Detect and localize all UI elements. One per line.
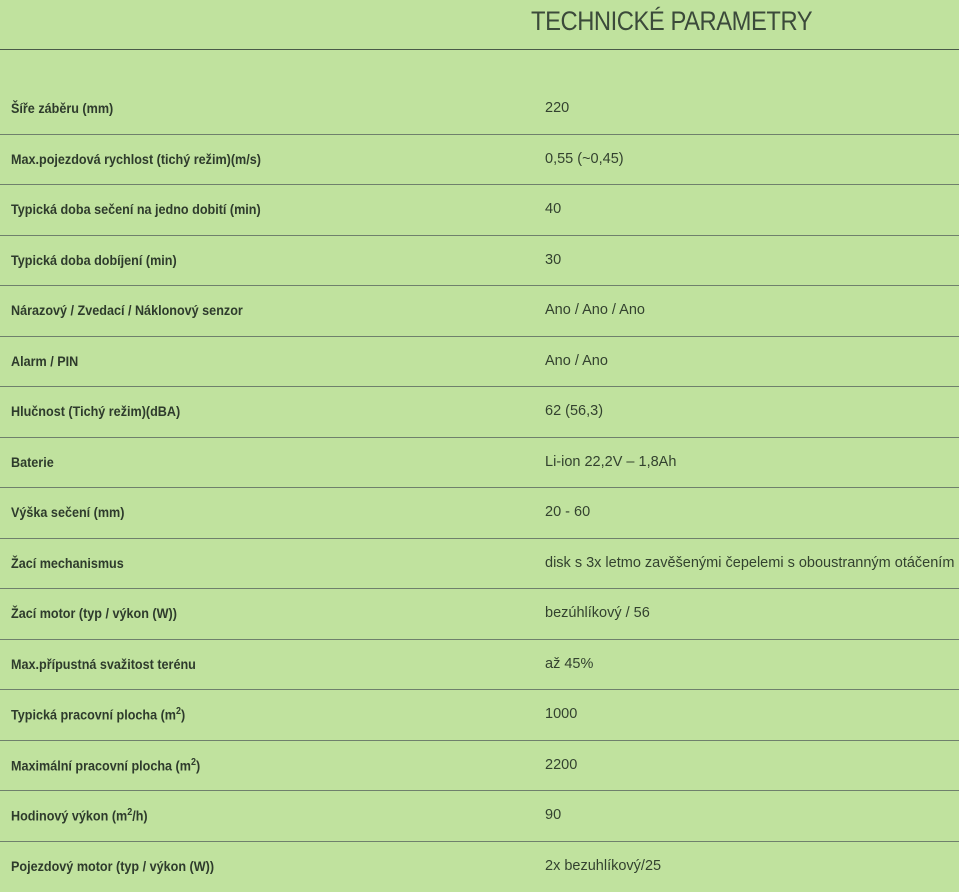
table-row <box>0 84 959 135</box>
param-label-suffix: ) <box>181 707 185 723</box>
param-value: 220 <box>545 100 569 116</box>
param-value: 2200 <box>545 757 577 773</box>
param-label: Pojezdový motor (typ / výkon (W)) <box>11 858 214 874</box>
param-label: Žací motor (typ / výkon (W)) <box>11 605 177 621</box>
param-label-suffix: /h) <box>132 808 147 824</box>
param-label: Max.pojezdová rychlost (tichý režim)(m/s) <box>11 151 261 167</box>
table-row <box>0 286 959 337</box>
param-value: 90 <box>545 807 561 823</box>
param-value: 20 - 60 <box>545 504 590 520</box>
param-label: Nárazový / Zvedací / Náklonový senzor <box>11 302 243 318</box>
param-value: 30 <box>545 252 561 268</box>
table-row <box>0 640 959 691</box>
table-row <box>0 438 959 489</box>
table-row <box>0 589 959 640</box>
table-row <box>0 539 959 590</box>
param-value: Ano / Ano / Ano <box>545 302 645 318</box>
table-row <box>0 791 959 842</box>
param-label: Alarm / PIN <box>11 353 78 369</box>
param-value: disk s 3x letmo zavěšenými čepelemi s oboustranným otáčením <box>545 555 954 571</box>
param-label <box>11 706 185 723</box>
table-row <box>0 236 959 287</box>
param-label: Baterie <box>11 454 54 470</box>
table-row <box>0 741 959 792</box>
param-label: Žací mechanismus <box>11 555 124 571</box>
param-value: 0,55 (~0,45) <box>545 151 624 167</box>
param-value: 40 <box>545 201 561 217</box>
table-row <box>0 185 959 236</box>
param-label: Typická doba sečení na jedno dobití (min) <box>11 201 261 217</box>
param-value: Li-ion 22,2V – 1,8Ah <box>545 454 676 470</box>
param-value: bezúhlíkový / 56 <box>545 605 650 621</box>
table-row <box>0 488 959 539</box>
param-label: Max.přípustná svažitost terénu <box>11 656 196 672</box>
param-label-text: Typická pracovní plocha (m <box>11 707 176 723</box>
table-row <box>0 135 959 186</box>
param-label: Typická doba dobíjení (min) <box>11 252 177 268</box>
param-label-suffix: ) <box>196 757 200 773</box>
param-label: Hlučnost (Tichý režim)(dBA) <box>11 403 180 419</box>
title-divider <box>0 49 959 50</box>
param-value: Ano / Ano <box>545 353 608 369</box>
param-value: 1000 <box>545 706 577 722</box>
parameters-table <box>0 84 959 892</box>
param-label: Výška sečení (mm) <box>11 504 124 520</box>
superscript: 2 <box>176 706 181 717</box>
param-label-text: Maximální pracovní plocha (m <box>11 757 191 773</box>
param-label: Šíře záběru (mm) <box>11 100 113 116</box>
page-title: TECHNICKÉ PARAMETRY <box>531 6 812 37</box>
superscript: 2 <box>191 757 196 768</box>
param-value: 2x bezuhlíkový/25 <box>545 858 661 874</box>
param-label-text: Hodinový výkon (m <box>11 808 127 824</box>
param-value: 62 (56,3) <box>545 403 603 419</box>
param-value: až 45% <box>545 656 593 672</box>
table-row <box>0 387 959 438</box>
table-row <box>0 690 959 741</box>
superscript: 2 <box>127 807 132 818</box>
param-label <box>11 757 200 774</box>
param-label <box>11 807 148 824</box>
table-row <box>0 842 959 892</box>
table-row <box>0 337 959 388</box>
